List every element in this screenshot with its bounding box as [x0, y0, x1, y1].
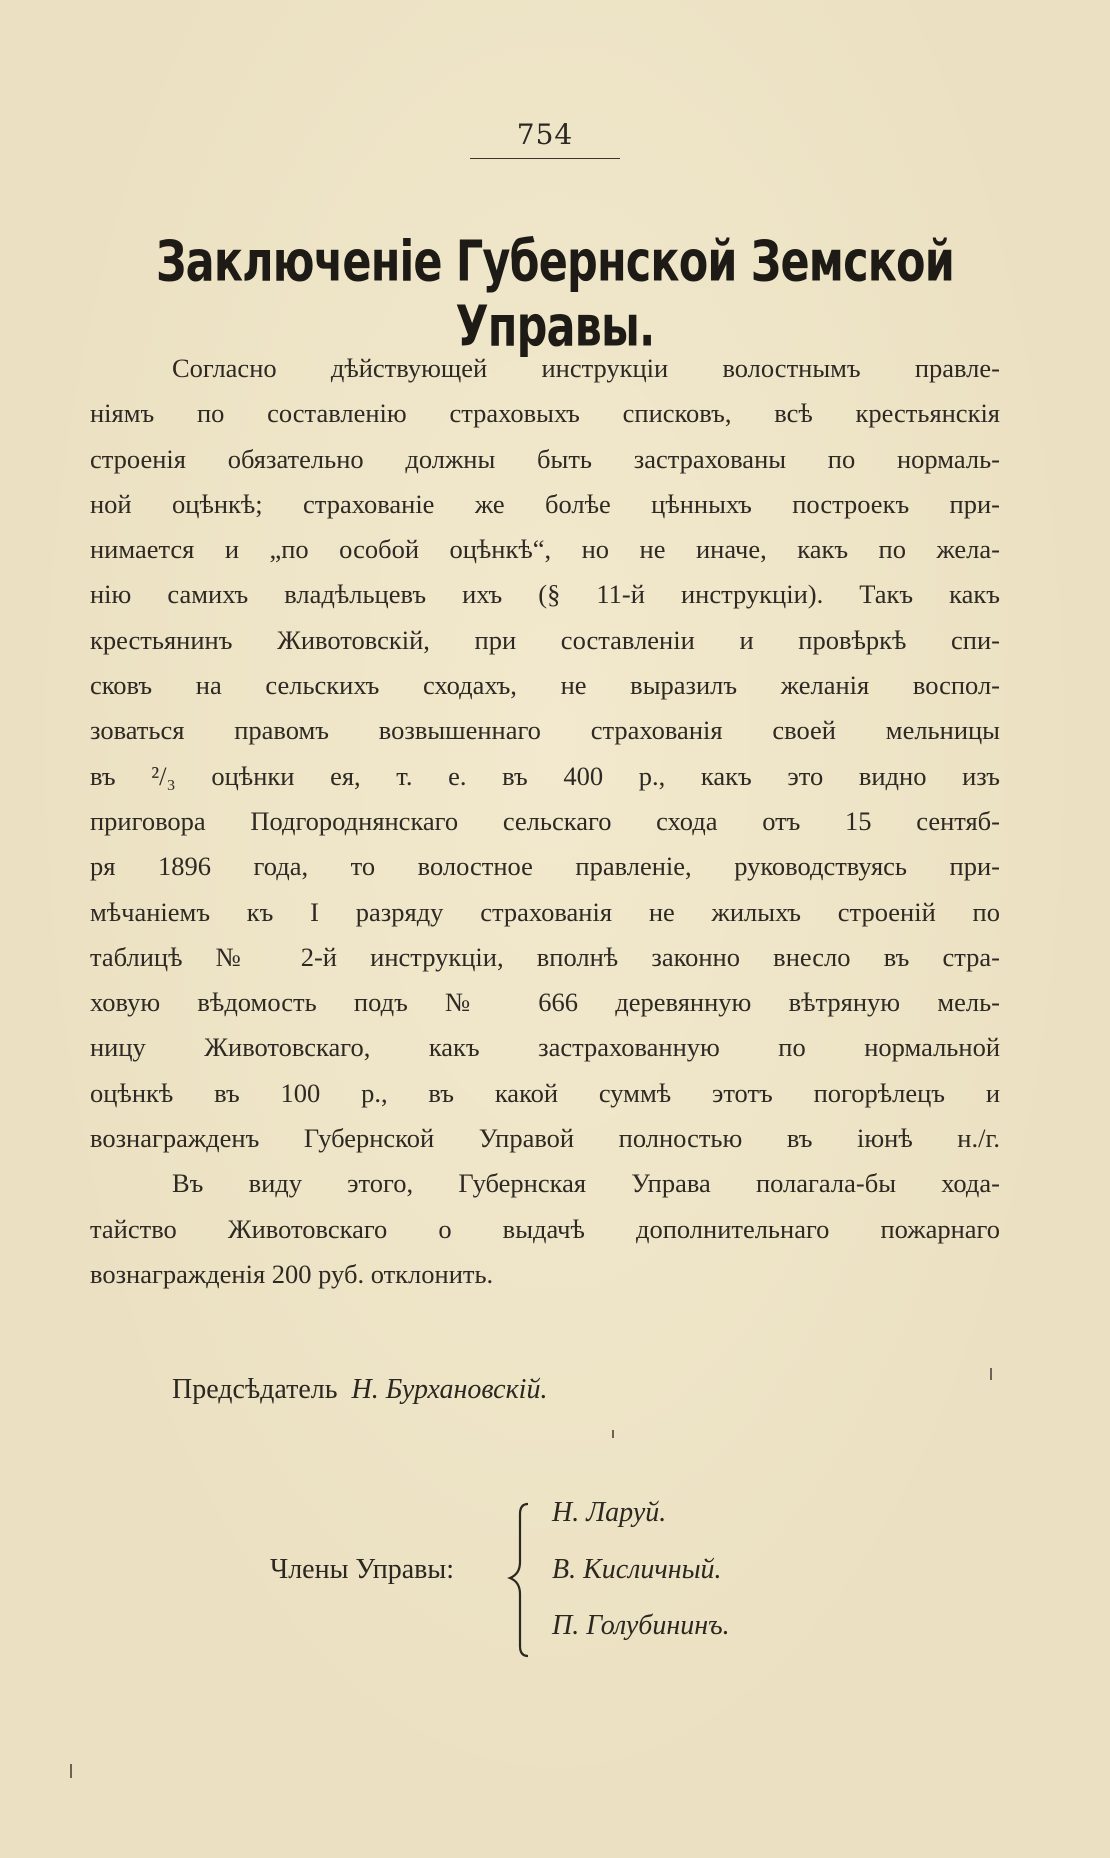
body-line: въ ²/₃ оцѣнки ея, т. е. въ 400 р., какъ это видно изъ	[90, 760, 1000, 791]
body-line: ной оцѣнкѣ; страхованiе же болѣе цѣнныхъ построекъ при-	[90, 488, 1000, 519]
body-line: приговора Подгороднянскаго сельскаго схода отъ 15 сентяб-	[90, 805, 1000, 836]
body-line: таблицѣ № 2-й инструкцiи, вполнѣ законно внесло въ стра-	[90, 941, 1000, 972]
body-text	[90, 346, 1000, 1297]
body-line: мѣчанiемъ къ I разряду страхованiя не жилыхъ строенiй по	[90, 896, 1000, 927]
body-line: вознагражденiя 200 руб. отклонить.	[90, 1258, 494, 1289]
body-line: нiю самихъ владѣльцевъ ихъ (§ 11-й инструкцiи). Такъ какъ	[90, 579, 1000, 610]
page-number-rule	[470, 158, 620, 159]
member-name: В. Кисличный.	[552, 1554, 722, 1585]
body-line: сковъ на сельскихъ сходахъ, не выразилъ желанiя воспол-	[90, 670, 1000, 701]
body-line: крестьянинъ Животовскiй, при составленiи и провѣркѣ спи-	[90, 624, 1000, 655]
body-line: Въ виду этого, Губернская Управа полагала-бы хода-	[172, 1168, 1000, 1199]
chairman-label: Предсѣдатель	[172, 1374, 338, 1405]
body-line: оцѣнкѣ въ 100 р., въ какой суммѣ этотъ погорѣлецъ и	[90, 1077, 1000, 1108]
body-line: нимается и „по особой оцѣнкѣ“, но не иначе, какъ по жела-	[90, 534, 1000, 565]
members-label: Члены Управы:	[270, 1554, 454, 1585]
paper-speck	[612, 1430, 614, 1438]
body-line: строенiя обязательно должны быть застрахованы по нормаль-	[90, 443, 1000, 474]
document-title: Заключенiе Губернской Земской Управы.	[155, 229, 954, 359]
paper-speck	[70, 1764, 72, 1778]
member-name: Н. Ларуй.	[552, 1497, 667, 1528]
body-line: ховую вѣдомость подъ № 666 деревянную вѣтряную мель-	[90, 987, 1000, 1018]
body-line: нiямъ по составленiю страховыхъ списковъ, всѣ крестьянскiя	[90, 398, 1000, 429]
page-number: 754	[516, 118, 574, 151]
paper-speck	[990, 1368, 992, 1380]
chairman-signature	[172, 1374, 547, 1406]
members-brace	[500, 1500, 540, 1660]
body-line: ницу Животовскаго, какъ застрахованную по нормальной	[90, 1032, 1000, 1063]
body-line: вознагражденъ Губернской Управой полностью въ iюнѣ н./г.	[90, 1123, 1000, 1154]
member-name: П. Голубининъ.	[552, 1610, 730, 1641]
body-line: зоваться правомъ возвышеннаго страхованiя своей мельницы	[90, 715, 1000, 746]
body-line: ря 1896 года, то волостное правленiе, руководствуясь при-	[90, 851, 1000, 882]
chairman-name: Н. Бурхановскiй.	[351, 1374, 548, 1405]
body-line: Согласно дѣйствующей инструкцiи волостнымъ правле-	[172, 353, 1000, 383]
body-line: тайство Животовскаго о выдачѣ дополнительнаго пожарнаго	[90, 1213, 1000, 1244]
